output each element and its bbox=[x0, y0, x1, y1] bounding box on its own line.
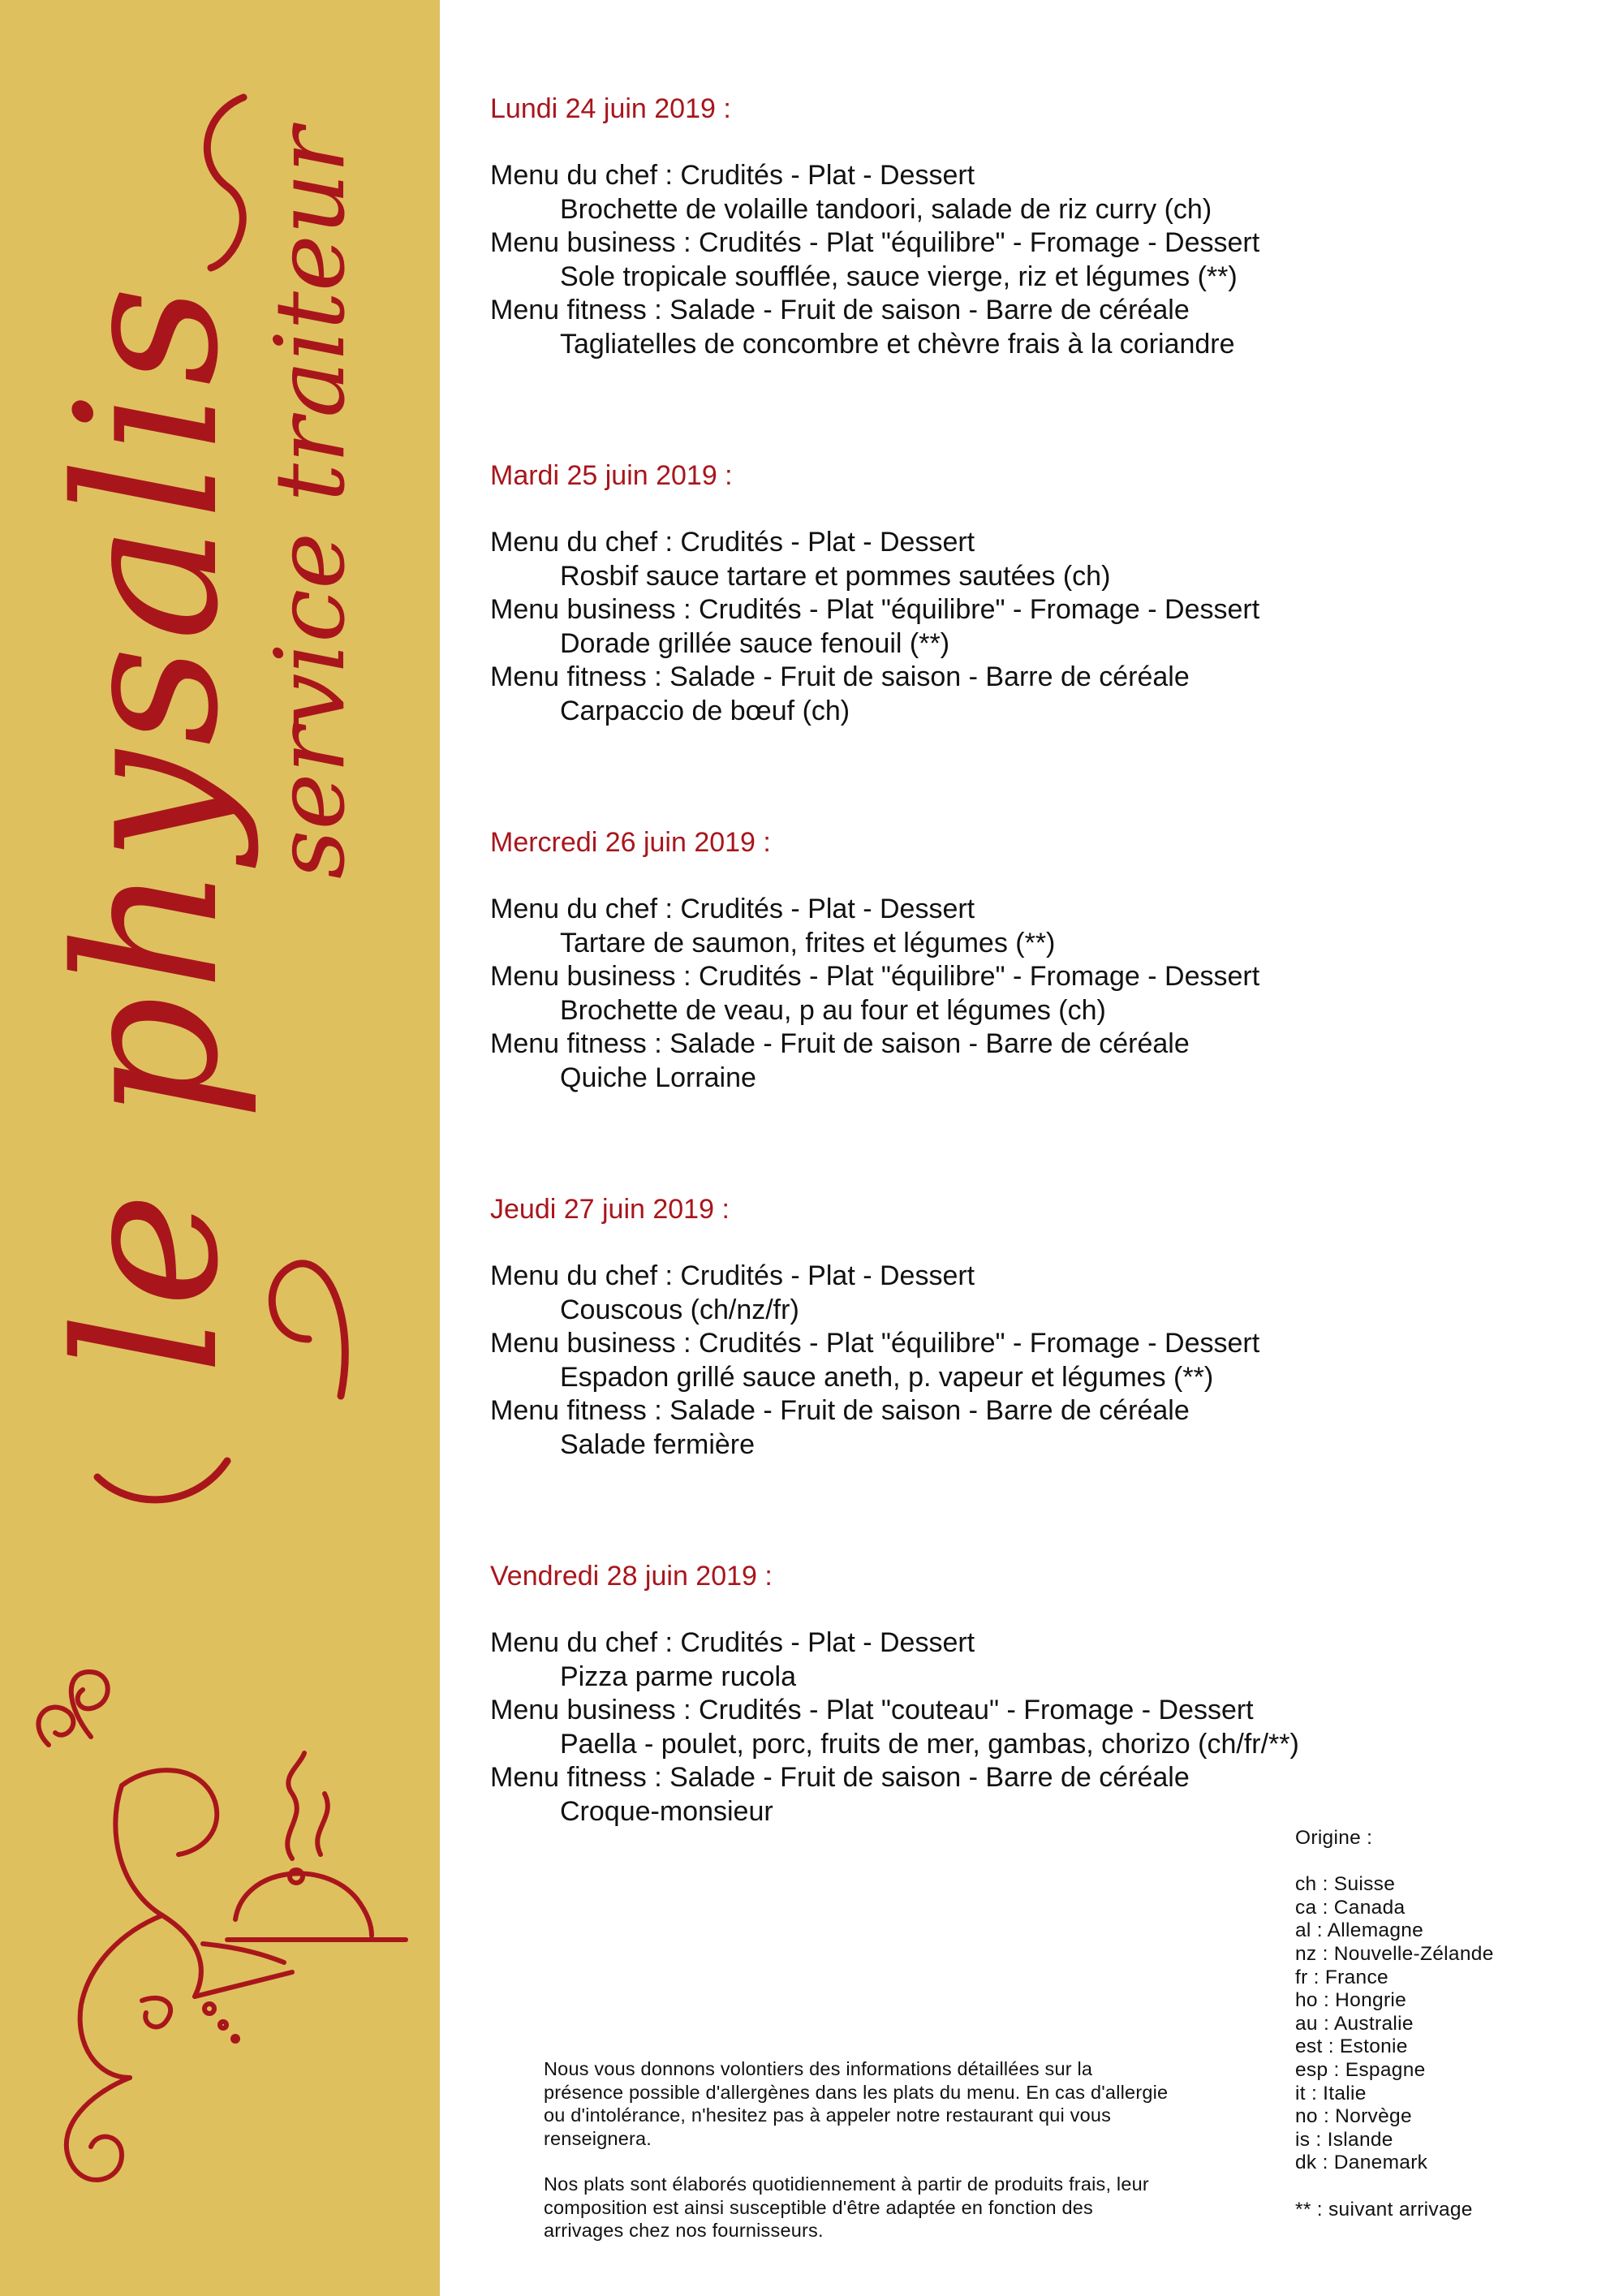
freshness-notice: Nos plats sont élaborés quotidiennement à partir de produits frais, leur composition est ainsi susceptible d'être adaptée en fonction des arrivages chez nos fournisseurs. bbox=[544, 2173, 1149, 2241]
menu-label: Menu business : Crudités - Plat "couteau" - Fromage - Dessert bbox=[490, 1695, 1254, 1725]
menu-dish: Croque-monsieur bbox=[560, 1795, 773, 1827]
origin-item: esp : Espagne bbox=[1295, 2058, 1426, 2081]
menu-group bbox=[490, 526, 1586, 728]
origin-item: is : Islande bbox=[1295, 2128, 1393, 2151]
menu-dish: Sole tropicale soufflée, sauce vierge, riz et légumes (**) bbox=[560, 261, 1238, 292]
menu-dish: Carpaccio de bœuf (ch) bbox=[560, 695, 850, 726]
allergen-notice: Nous vous donnons volontiers des informations détaillées sur la présence possible d'allergènes dans les plats du menu. En cas d'allergie ou d'intolérance, n'hesitez pas à appeler notre restaurant qui vous renseignera. bbox=[544, 2058, 1169, 2149]
menu-dish: Brochette de veau, p au four et légumes (ch) bbox=[560, 994, 1106, 1026]
origin-item: ho : Hongrie bbox=[1295, 1989, 1407, 2012]
menu-dish: Salade fermière bbox=[560, 1428, 756, 1460]
origin-item: fr : France bbox=[1295, 1966, 1388, 1988]
menu-label: Menu fitness : Salade - Fruit de saison - Barre de céréale bbox=[490, 1395, 1190, 1426]
menu-dish: Pizza parme rucola bbox=[560, 1661, 797, 1692]
menu-label: Menu fitness : Salade - Fruit de saison - Barre de céréale bbox=[490, 1028, 1190, 1059]
origin-item: ca : Canada bbox=[1295, 1896, 1406, 1919]
day-title: Mardi 25 juin 2019 : bbox=[490, 460, 733, 491]
menu-label: Menu fitness : Salade - Fruit de saison - Barre de céréale bbox=[490, 661, 1190, 692]
menu-label: Menu du chef : Crudités - Plat - Dessert bbox=[490, 527, 975, 558]
origin-item: est : Estonie bbox=[1295, 2035, 1408, 2058]
menu-dish: Tartare de saumon, frites et légumes (**) bbox=[560, 927, 1056, 958]
day-title: Jeudi 27 juin 2019 : bbox=[490, 1194, 730, 1225]
brand-name: le physalis bbox=[34, 281, 261, 1375]
day-title: Lundi 24 juin 2019 : bbox=[490, 93, 731, 124]
menu-dish: Brochette de volaille tandoori, salade de riz curry (ch) bbox=[560, 193, 1212, 225]
menu-group bbox=[490, 893, 1586, 1095]
menu-label: Menu du chef : Crudités - Plat - Dessert bbox=[490, 160, 975, 191]
menu-dish: Tagliatelles de concombre et chèvre frais à la coriandre bbox=[560, 328, 1235, 360]
menu-label: Menu business : Crudités - Plat "équilibre" - Fromage - Dessert bbox=[490, 594, 1260, 625]
menu-label: Menu business : Crudités - Plat "équilibre" - Fromage - Dessert bbox=[490, 1328, 1260, 1359]
origin-item: ch : Suisse bbox=[1295, 1873, 1396, 1896]
waiter-with-cloche-icon bbox=[38, 1672, 406, 2180]
menu-dish: Espadon grillé sauce aneth, p. vapeur et légumes (**) bbox=[560, 1361, 1214, 1393]
day-section bbox=[490, 1560, 1586, 1829]
origin-item: it : Italie bbox=[1295, 2082, 1367, 2104]
menu-label: Menu du chef : Crudités - Plat - Dessert bbox=[490, 894, 975, 924]
day-section bbox=[490, 826, 1586, 1095]
menu-dish: Paella - poulet, porc, fruits de mer, gambas, chorizo (ch/fr/**) bbox=[560, 1728, 1299, 1760]
menu-label: Menu du chef : Crudités - Plat - Dessert bbox=[490, 1627, 975, 1658]
day-section bbox=[490, 1193, 1586, 1462]
day-section bbox=[490, 459, 1586, 728]
menu-group bbox=[490, 1260, 1586, 1462]
origin-item: nz : Nouvelle-Zélande bbox=[1295, 1942, 1494, 1965]
origin-item: dk : Danemark bbox=[1295, 2152, 1428, 2174]
origin-footnote: ** : suivant arrivage bbox=[1295, 2198, 1473, 2221]
menu-label: Menu business : Crudités - Plat "équilibre" - Fromage - Dessert bbox=[490, 961, 1260, 992]
origin-item: au : Australie bbox=[1295, 2012, 1414, 2035]
menu-group bbox=[490, 159, 1586, 361]
origin-item: al : Allemagne bbox=[1295, 1919, 1424, 1942]
menu-dish: Dorade grillée sauce fenouil (**) bbox=[560, 627, 950, 659]
origin-item: no : Norvège bbox=[1295, 2105, 1412, 2128]
day-title: Vendredi 28 juin 2019 : bbox=[490, 1561, 773, 1592]
menu-label: Menu fitness : Salade - Fruit de saison - Barre de céréale bbox=[490, 1762, 1190, 1793]
menu-dish: Quiche Lorraine bbox=[560, 1062, 756, 1093]
day-section bbox=[490, 93, 1586, 361]
day-title: Mercredi 26 juin 2019 : bbox=[490, 827, 771, 858]
brand-tagline: service traiteur bbox=[254, 127, 366, 880]
origin-title: Origine : bbox=[1295, 1827, 1373, 1849]
menu-label: Menu fitness : Salade - Fruit de saison - Barre de céréale bbox=[490, 295, 1190, 325]
origin-legend bbox=[1295, 1827, 1604, 2221]
menu-label: Menu business : Crudités - Plat "équilibre" - Fromage - Dessert bbox=[490, 227, 1260, 258]
menu-dish: Rosbif sauce tartare et pommes sautées (ch) bbox=[560, 560, 1111, 592]
disclaimer bbox=[544, 2057, 1177, 2265]
menu-group bbox=[490, 1626, 1586, 1829]
menu-dish: Couscous (ch/nz/fr) bbox=[560, 1294, 799, 1325]
menu-label: Menu du chef : Crudités - Plat - Dessert bbox=[490, 1260, 975, 1291]
brand-sidebar bbox=[0, 0, 440, 2296]
